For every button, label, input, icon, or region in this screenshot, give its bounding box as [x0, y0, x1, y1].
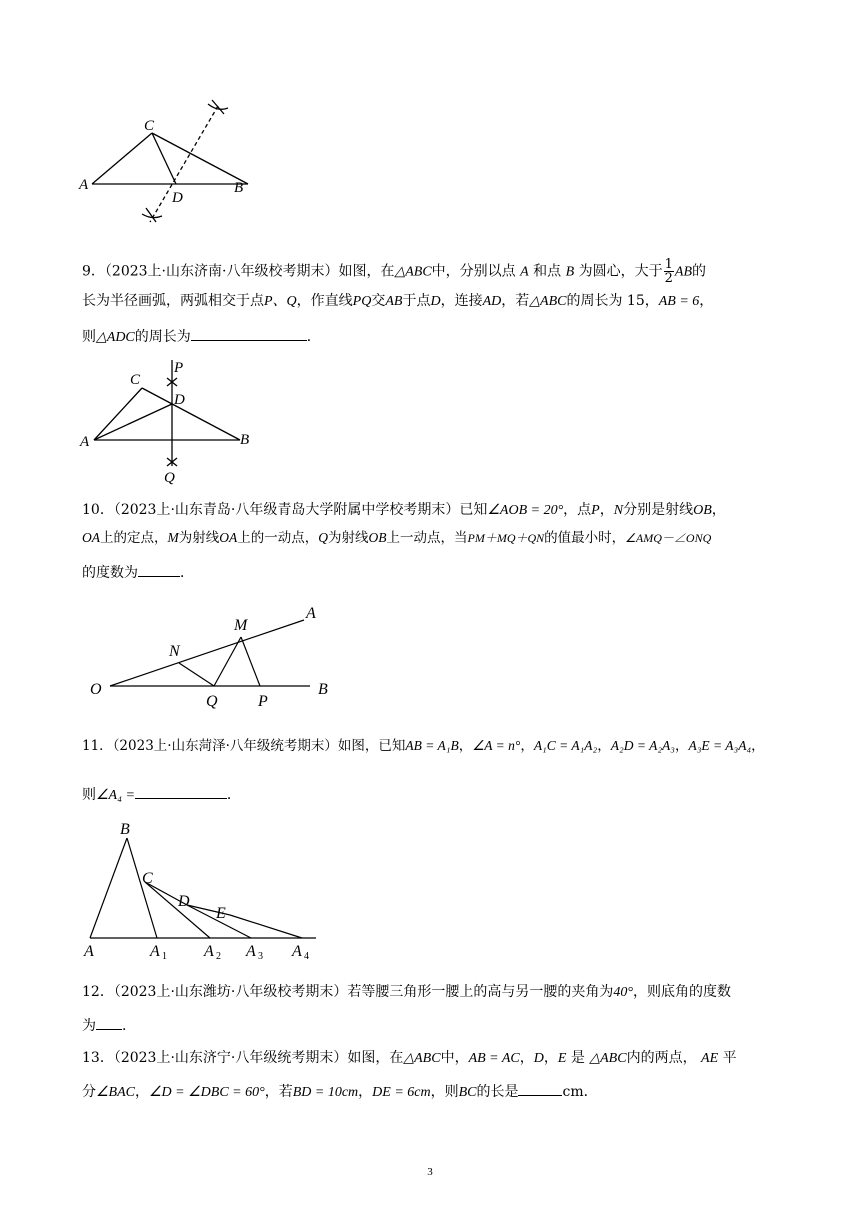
text: ，作直线 [296, 293, 353, 309]
label-a3: A [246, 943, 256, 960]
fraction-den: 2 [664, 271, 673, 286]
segment-nq [179, 663, 214, 686]
math: E [557, 1051, 567, 1066]
text: ，点 [563, 502, 592, 518]
math: △ABC [529, 294, 567, 309]
q10-line3 [82, 563, 782, 581]
figure-triangle-perpendicular-bisector [76, 98, 256, 226]
math: ∠A₄ = [96, 788, 135, 803]
text: 的值最小时， [544, 530, 626, 546]
math: OB [368, 530, 387, 545]
label-c: C [142, 870, 153, 887]
text: ，若 [501, 293, 530, 309]
label-a: A [79, 177, 89, 193]
label-sub-2: 2 [216, 951, 221, 962]
dashed-bisector [150, 106, 218, 222]
text: 中， [440, 1050, 469, 1066]
math: △ABC [403, 1051, 441, 1066]
q12-line1 [82, 984, 782, 1001]
math: D [430, 294, 441, 309]
label-b: B [318, 681, 328, 698]
label-m: M [234, 617, 248, 634]
math: A [520, 264, 529, 280]
text: 如图，在 [338, 263, 395, 280]
text: ． [180, 565, 194, 581]
q9-line2 [82, 293, 782, 310]
question-source: （2023上·山东潍坊·八年级校考期末） [113, 984, 348, 1000]
q13-line2 [82, 1082, 782, 1101]
text: ， [458, 738, 473, 754]
segment-cb [142, 388, 240, 440]
label-d: D [174, 392, 185, 408]
answer-blank[interactable] [191, 327, 307, 341]
text: ， [674, 738, 689, 754]
math: BD = 10cm [292, 1085, 359, 1100]
text: 如图，在 [347, 1050, 404, 1066]
math: △ABC [589, 1051, 627, 1066]
q10-line2 [82, 530, 782, 546]
label-p: P [258, 693, 268, 710]
segment-ac [94, 388, 142, 440]
question-number: 9． [82, 263, 105, 280]
unit: cm [562, 1084, 584, 1100]
label-e: E [216, 905, 226, 922]
answer-blank[interactable] [138, 563, 180, 577]
text: 平 [722, 1050, 737, 1066]
text: 的周长为 15， [566, 293, 659, 309]
segment-ab [90, 838, 127, 938]
question-source: （2023上·山东青岛·八年级青岛大学附属中学校考期末） [113, 502, 460, 518]
label-o: O [90, 681, 102, 698]
math: OA [219, 530, 238, 545]
text: ， [699, 293, 714, 309]
text: ，若 [264, 1084, 293, 1100]
math: M [167, 530, 179, 545]
math: AE [701, 1051, 719, 1066]
question-source: （2023上·山东菏泽·八年级统考期末） [112, 738, 338, 754]
answer-blank[interactable] [135, 785, 227, 799]
text: ， [358, 1084, 373, 1100]
q12-line2 [82, 1016, 782, 1034]
math: AB = 6 [658, 294, 700, 309]
math: A₁C = A₁A₂ [533, 738, 598, 753]
math: AB [385, 294, 403, 309]
math: 40° [613, 985, 633, 1000]
math: △ADC [96, 330, 135, 345]
label-a1: A [150, 943, 160, 960]
q9-line3 [82, 327, 782, 346]
label-c: C [144, 118, 155, 134]
label-a4: A [292, 943, 302, 960]
text: ， [711, 502, 726, 518]
fraction [664, 258, 674, 285]
text: 已知 [459, 502, 488, 518]
text: 上的一动点， [237, 530, 319, 546]
math: ∠A = n° [472, 738, 521, 753]
text: 上的定点， [100, 530, 168, 546]
q11-line1 [82, 738, 782, 754]
q10-line1 [82, 502, 782, 519]
question-number: 13． [82, 1050, 114, 1066]
text: 中，分别以点 [431, 263, 516, 280]
label-a2: A [204, 943, 214, 960]
text: ． [306, 329, 321, 345]
fraction-num: 1 [664, 257, 673, 272]
math: OB [693, 503, 712, 518]
segment-ac [92, 133, 152, 184]
math: Q [318, 530, 328, 545]
text: ． [583, 1084, 598, 1100]
question-number: 12． [82, 984, 114, 1000]
page-number: 3 [427, 1166, 433, 1178]
text: ， [519, 1050, 534, 1066]
label-a: A [80, 434, 90, 450]
math: A₂D = A₂A₃ [610, 738, 675, 753]
label-a: A [84, 943, 94, 960]
math: AB = AC [468, 1051, 520, 1066]
text: ． [226, 787, 241, 803]
math: AB = A₁B [405, 738, 459, 753]
text: 的度数为 [82, 565, 138, 581]
segment-mp [241, 637, 260, 686]
math: AB [674, 264, 692, 280]
text: 是 [570, 1050, 585, 1066]
label-b: B [240, 432, 250, 448]
segment-ad [94, 404, 172, 440]
text: ，连接 [440, 293, 483, 309]
question-number: 10． [82, 502, 114, 518]
q13-line1 [82, 1050, 782, 1067]
segment-cd [152, 133, 176, 184]
ray-oa [110, 620, 304, 686]
math: ∠D = ∠DBC = 60° [149, 1085, 265, 1100]
text: 的 [692, 263, 706, 280]
math: A₃E = A₃A₄ [688, 738, 752, 753]
math: B [565, 264, 575, 280]
answer-blank[interactable] [96, 1016, 122, 1030]
label-b: B [234, 180, 244, 196]
label-b: B [120, 821, 130, 838]
math: PM＋MQ＋QN [467, 531, 545, 545]
math: ∠AOB = 20° [487, 503, 564, 518]
figure-q11 [80, 818, 330, 964]
q11-line2 [82, 785, 782, 804]
text: 长为半径画弧，两弧相交于点 [82, 293, 264, 309]
label-d: D [172, 190, 183, 206]
text: 内的两点， [626, 1050, 697, 1066]
text: ， [520, 738, 534, 754]
math: PQ [352, 294, 372, 309]
segment-ea4 [230, 915, 302, 938]
text: ， [599, 502, 614, 518]
label-c: C [130, 372, 141, 388]
text: 分 [82, 1084, 96, 1100]
text: 则 [82, 329, 96, 345]
question-number: 11． [82, 738, 113, 754]
text: 为射线 [328, 530, 369, 546]
math: BC [458, 1085, 477, 1100]
segment-qm [214, 637, 241, 686]
text: 若等腰三角形一腰上的高与另一腰的夹角为 [347, 984, 614, 1000]
text: 则 [82, 787, 96, 803]
text: 为射线 [178, 530, 220, 546]
text: ，则 [430, 1084, 459, 1100]
label-q: Q [206, 693, 218, 710]
math: P [591, 503, 600, 518]
text: 交 [371, 293, 386, 309]
text: ， [751, 738, 765, 754]
text: 和点 [533, 263, 562, 280]
text: ， [543, 1050, 558, 1066]
text: 为 [82, 1018, 96, 1034]
text: 上一动点，当 [386, 530, 468, 546]
text: 如图，已知 [337, 738, 406, 754]
text: ， [597, 738, 611, 754]
math: ∠BAC [96, 1085, 135, 1100]
label-p: P [174, 360, 184, 376]
figure-q10 [88, 598, 348, 710]
text: 于点 [402, 293, 431, 309]
math: AD [482, 294, 502, 309]
text: ， [135, 1084, 149, 1100]
text: ． [122, 1018, 136, 1034]
q9-line1 [82, 258, 782, 285]
label-n: N [169, 643, 180, 660]
label-a: A [306, 605, 316, 622]
text: 为圆心，大于 [578, 263, 663, 280]
question-source: （2023上·山东济南·八年级校考期末） [104, 263, 339, 280]
figure-q9 [76, 352, 266, 486]
math: ∠AMQ－∠ONQ [625, 531, 712, 545]
math: OA [82, 530, 100, 545]
question-source: （2023上·山东济宁·八年级统考期末） [113, 1050, 348, 1066]
segment-cb [152, 133, 248, 184]
label-q: Q [164, 470, 175, 486]
label-sub-4: 4 [304, 951, 309, 962]
label-sub-1: 1 [162, 951, 167, 962]
math: D [533, 1051, 544, 1066]
text: 的周长为 [134, 329, 191, 345]
text: ，则底角的度数 [632, 984, 731, 1000]
label-sub-3: 3 [258, 951, 263, 962]
math: DE = 6cm [372, 1085, 431, 1100]
math: N [613, 503, 624, 518]
label-d: D [178, 893, 190, 910]
text: 的长是 [476, 1084, 519, 1100]
math: △ABC [394, 264, 432, 280]
text: 分别是射线 [623, 502, 694, 518]
math: P、Q [264, 294, 297, 309]
answer-blank[interactable] [518, 1082, 562, 1096]
